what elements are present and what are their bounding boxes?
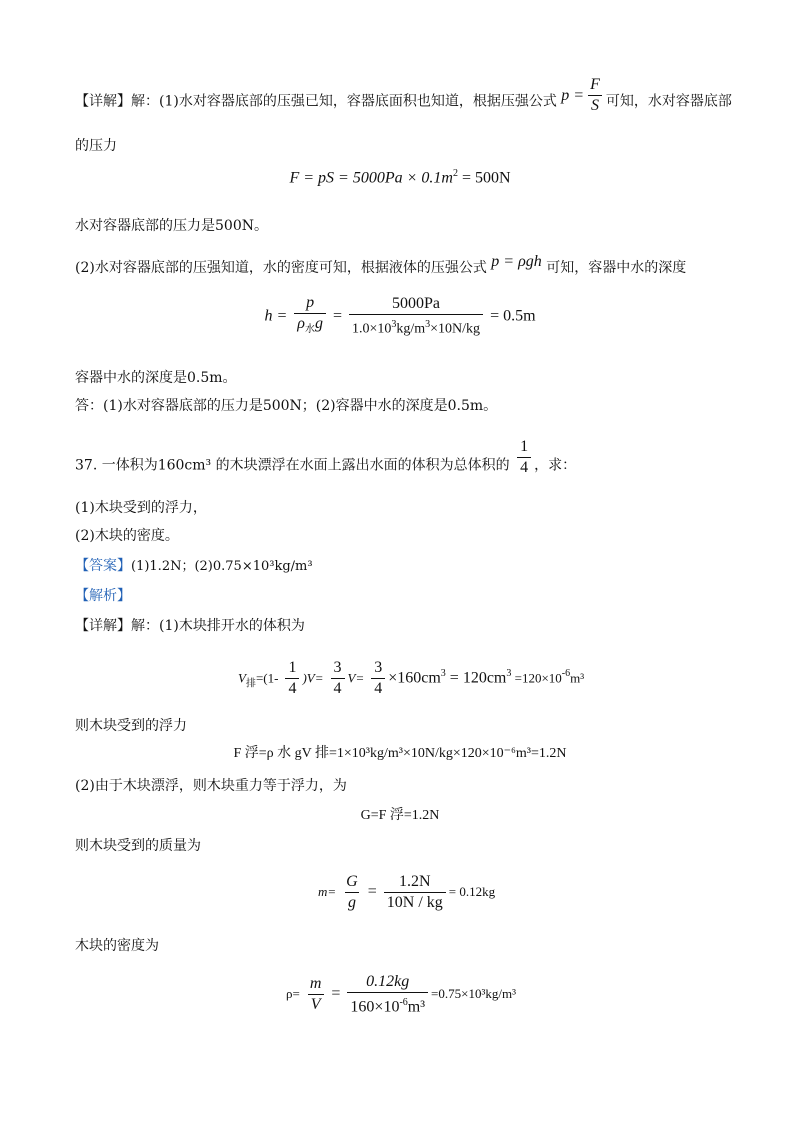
equation-buoyancy: F 浮=ρ 水 gV 排=1×10³kg/m³×10N/kg×120×10⁻⁶m³=1.2N: [233, 746, 567, 761]
detail-tail: 可知，水对容器底部: [605, 93, 732, 110]
answer-text: (1)1.2N；(2)0.75×10³kg/m³: [131, 559, 313, 574]
part2-paragraph: (2)水对容器底部的压强知道，水的密度可知，根据液体的压强公式 p = ρgh 可知，容器中水的深度: [75, 253, 687, 276]
analysis-tag: 【解析】: [75, 588, 131, 604]
answer-tag: 【答案】: [75, 558, 131, 574]
equation-density: ρ= $\frac{m}{V}$ = $\frac{0.12kg}{160\times 10^{-6}m^3}$ =0.75×10³kg/m³: [286, 972, 516, 1015]
liquid-pressure-formula: p = ρgh: [491, 253, 542, 270]
question-37: 37. 一体积为160cm³ 的木块漂浮在水面上露出水面的体积为总体积的 $\frac{1}{4}$ ，求：: [75, 438, 577, 476]
question-37-part2: (2)木块的密度。: [75, 528, 179, 544]
equation-force: F = pS = $5000Pa \times 0.1m^2 = 500N$: [289, 168, 511, 187]
answer-line: [75, 556, 313, 577]
buoyancy-label: 则木块受到的浮力: [75, 718, 187, 734]
force-result: 水对容器底部的压力是500N。: [75, 218, 268, 234]
depth-result: 容器中水的深度是0.5m。: [75, 370, 237, 386]
mass-label: 则木块受到的质量为: [75, 838, 201, 854]
detail-tag: 【详解】: [75, 93, 131, 110]
equation-depth: h = $\frac{p}{\rho_水g}$ = $\frac{5000Pa}{1.0\times 10^3kg/m^3\times 10N/kg}$ = 0.5m: [0, 294, 800, 339]
detail-paragraph-36: [75, 76, 732, 121]
density-label: 木块的密度为: [75, 938, 159, 954]
equation-mass: m= $\frac{G}{g}$ = $\frac{1.2N}{10N / kg}$ = 0.12kg: [318, 872, 496, 911]
pressure-force-label: 的压力: [75, 138, 117, 154]
answer-summary-36: 答：(1)水对容器底部的压力是500N；(2)容器中水的深度是0.5m。: [75, 398, 498, 414]
question-37-part1: (1)木块受到的浮力，: [75, 500, 207, 516]
equation-volume: $V_排=(1-$ $\frac{1}{4}$ )V= $\frac{3}{4}$ V= $\frac{3}{4}$ $\times 160cm^3 = 120cm^3 =120\times 10^{-6}m^3$: [238, 659, 585, 698]
pressure-formula: p = $\frac{F}{S}$: [561, 76, 606, 115]
floating-text: (2)由于木块漂浮，则木块重力等于浮力，为: [75, 778, 347, 794]
detail-intro: 解：(1)水对容器底部的压强已知，容器底面积也知道，根据压强公式: [131, 93, 557, 110]
detail-paragraph-37: 【详解】解：(1)木块排开水的体积为: [75, 618, 305, 634]
equation-gravity: G=F 浮=1.2N: [360, 808, 440, 823]
